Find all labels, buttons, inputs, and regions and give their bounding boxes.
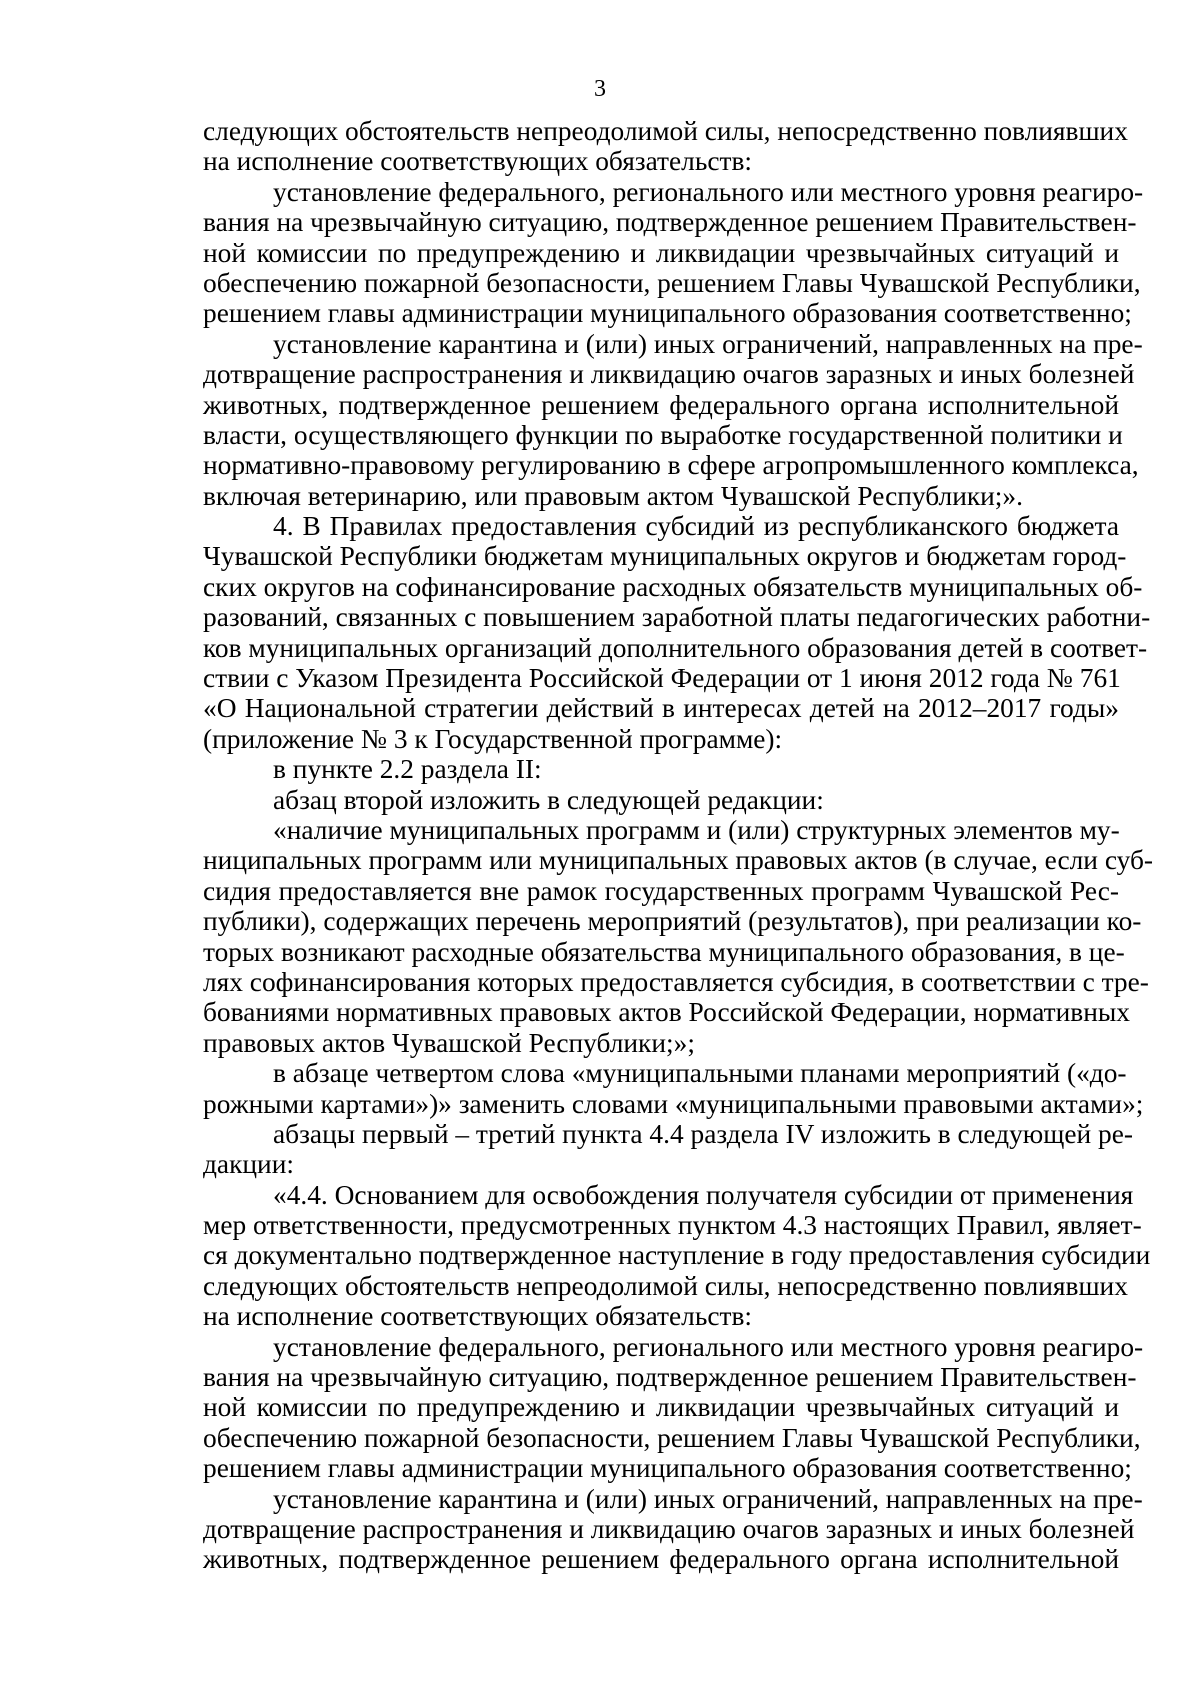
text-line: в абзаце четвертом слова «муниципальными планами мероприятий («до- xyxy=(273,1058,1127,1089)
text-line: ских округов на софинансирование расходных обязательств муниципальных об- xyxy=(203,571,1143,602)
text-line: ков муниципальных организаций дополнительного образования детей в соответ- xyxy=(203,632,1148,663)
text-line: ствии с Указом Президента Российской Федерации от 1 июня 2012 года № 761 xyxy=(203,663,1121,694)
text-line: ной комиссии по предупреждению и ликвидации чрезвычайных ситуаций и xyxy=(203,237,1119,268)
text-line: включая ветеринарию, или правовым актом Чувашской Республики;». xyxy=(203,480,1023,511)
text-line: установление карантина и (или) иных ограничений, направленных на пре- xyxy=(273,1483,1143,1514)
text-line: на исполнение соответствующих обязательств: xyxy=(203,1301,753,1332)
text-line: установление карантина и (или) иных ограничений, направленных на пре- xyxy=(273,328,1143,359)
text-line: животных, подтвержденное решением федерального органа исполнительной xyxy=(203,1544,1119,1575)
text-line: на исполнение соответствующих обязательств: xyxy=(203,146,753,177)
text-line: публики), содержащих перечень мероприятий (результатов), при реализации ко- xyxy=(203,906,1142,937)
text-line: обеспечению пожарной безопасности, решением Главы Чувашской Республики, xyxy=(203,267,1141,298)
text-line: в пункте 2.2 раздела II: xyxy=(273,754,542,785)
text-line: дотвращение распространения и ликвидацию очагов заразных и иных болезней xyxy=(203,359,1135,390)
text-line: бованиями нормативных правовых актов Российской Федерации, нормативных xyxy=(203,997,1130,1028)
text-line: власти, осуществляющего функции по выработке государственной политики и xyxy=(203,419,1123,450)
text-line: правовых актов Чувашской Республики;»; xyxy=(203,1027,695,1058)
text-line: установление федерального, регионального или местного уровня реагиро- xyxy=(273,176,1144,207)
text-line: вания на чрезвычайную ситуацию, подтвержденное решением Правительствен- xyxy=(203,1362,1137,1393)
text-line: вания на чрезвычайную ситуацию, подтвержденное решением Правительствен- xyxy=(203,207,1137,238)
text-line: следующих обстоятельств непреодолимой силы, непосредственно повлиявших xyxy=(203,1270,1128,1301)
text-line: «наличие муниципальных программ и (или) структурных элементов му- xyxy=(273,814,1120,845)
text-line: «4.4. Основанием для освобождения получателя субсидии от применения xyxy=(273,1179,1134,1210)
text-line: абзац второй изложить в следующей редакции: xyxy=(273,784,824,815)
text-line: животных, подтвержденное решением федерального органа исполнительной xyxy=(203,389,1119,420)
page-number: 3 xyxy=(594,76,606,102)
text-line: 4. В Правилах предоставления субсидий из республиканского бюджета xyxy=(273,511,1119,542)
text-line: дакции: xyxy=(203,1149,294,1180)
text-line: лях софинансирования которых предоставляется субсидия, в соответствии с тре- xyxy=(203,966,1149,997)
text-line: (приложение № 3 к Государственной программе): xyxy=(203,723,783,754)
text-line: дотвращение распространения и ликвидацию очагов заразных и иных болезней xyxy=(203,1513,1135,1544)
text-line: рожными картами»)» заменить словами «муниципальными правовыми актами»; xyxy=(203,1088,1144,1119)
text-line: разований, связанных с повышением заработной платы педагогических работни- xyxy=(203,602,1151,633)
document-body xyxy=(203,116,1154,1575)
text-line: решением главы администрации муниципального образования соответственно; xyxy=(203,1453,1132,1484)
text-line: ниципальных программ или муниципальных правовых актов (в случае, если суб- xyxy=(203,845,1154,876)
text-line: мер ответственности, предусмотренных пунктом 4.3 настоящих Правил, являет- xyxy=(203,1210,1142,1241)
text-line: торых возникают расходные обязательства муниципального образования, в це- xyxy=(203,936,1125,967)
text-line: «О Национальной стратегии действий в интересах детей на 2012–2017 годы» xyxy=(203,693,1119,724)
text-line: абзацы первый – третий пункта 4.4 раздела IV изложить в следующей ре- xyxy=(273,1118,1133,1149)
text-line: установление федерального, регионального или местного уровня реагиро- xyxy=(273,1331,1144,1362)
text-line: обеспечению пожарной безопасности, решением Главы Чувашской Республики, xyxy=(203,1422,1141,1453)
text-line: нормативно-правовому регулированию в сфере агропромышленного комплекса, xyxy=(203,450,1139,481)
text-line: Чувашской Республики бюджетам муниципальных округов и бюджетам город- xyxy=(203,541,1127,572)
text-line: решением главы администрации муниципального образования соответственно; xyxy=(203,298,1132,329)
text-line: следующих обстоятельств непреодолимой силы, непосредственно повлиявших xyxy=(203,116,1128,146)
text-line: сидия предоставляется вне рамок государственных программ Чувашской Рес- xyxy=(203,875,1119,906)
text-line: ся документально подтвержденное наступление в году предоставления субсидии xyxy=(203,1240,1151,1271)
text-line: ной комиссии по предупреждению и ликвидации чрезвычайных ситуаций и xyxy=(203,1392,1119,1423)
